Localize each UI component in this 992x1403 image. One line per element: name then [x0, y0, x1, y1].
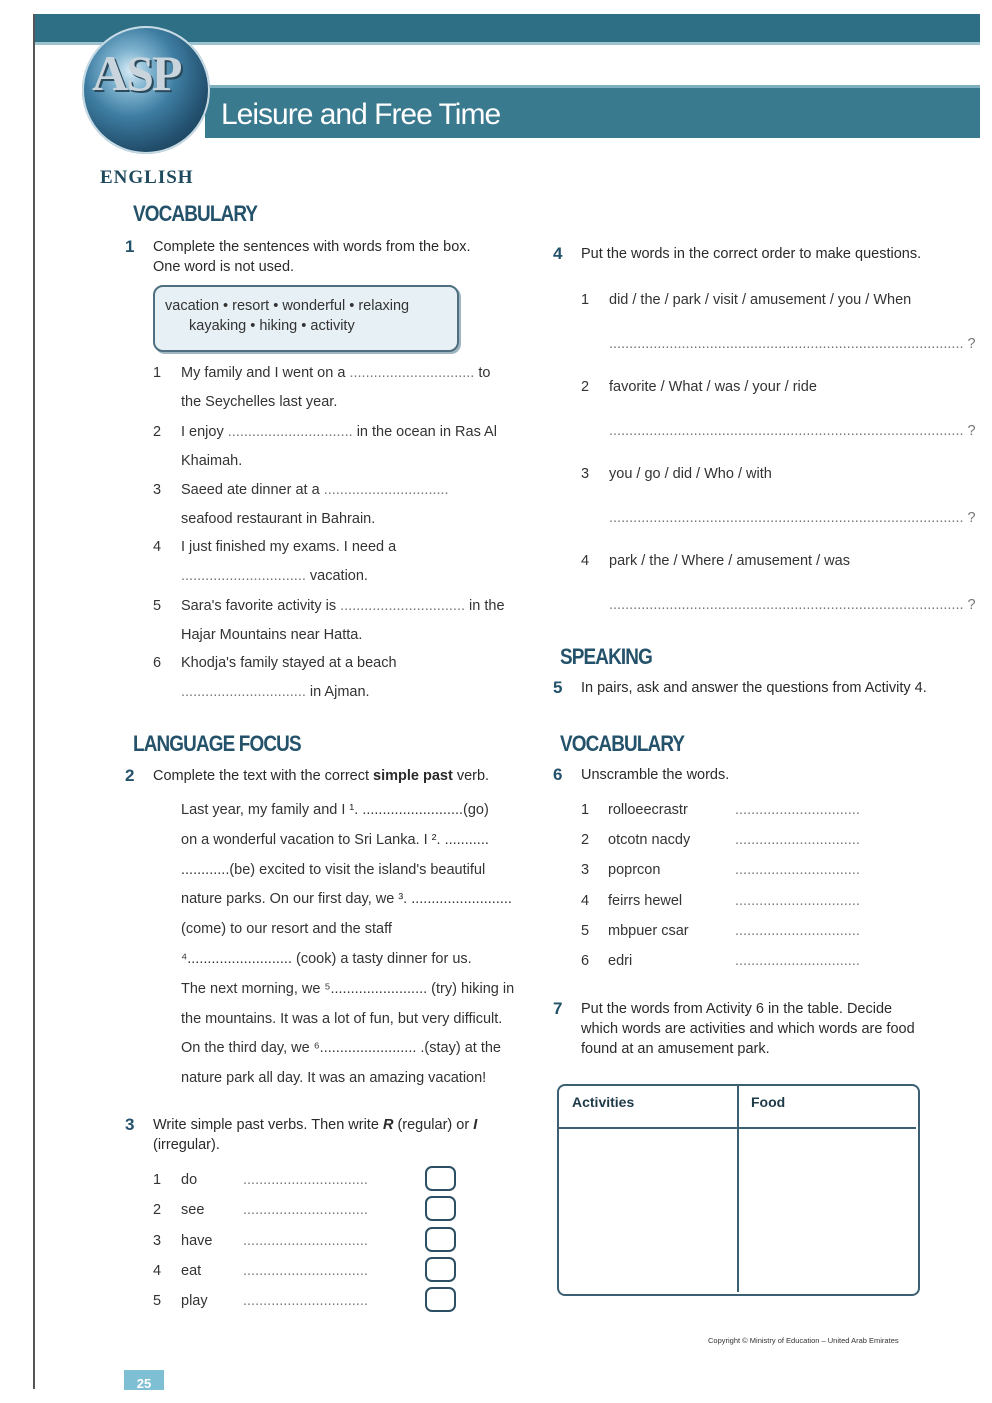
sentence-text: vacation.	[309, 568, 368, 584]
instruction-line: Complete the text with the correct simple past verb.	[153, 768, 490, 784]
answer-line[interactable]: ........................................................................................ ?	[609, 597, 976, 613]
subject-label: ENGLISH	[100, 167, 194, 188]
item-number: 4	[153, 1262, 162, 1279]
sentence-line	[181, 482, 521, 498]
sentence-text: My family and I went on a	[181, 365, 346, 381]
section-heading-language-focus: LANGUAGE FOCUS	[133, 731, 301, 756]
exercise-number: 4	[553, 244, 563, 263]
item-number: 2	[581, 379, 590, 395]
text-line: The next morning, we ⁵........................ (try) hiking in	[181, 980, 515, 997]
table-header-activities: Activities	[572, 1094, 635, 1110]
instruction-line: which words are activities and which words are food	[581, 1021, 915, 1037]
verb-word: see	[181, 1202, 205, 1219]
answer-line[interactable]: ........................................................................................ ?	[609, 423, 976, 439]
answer-gap[interactable]: ...............................	[243, 1232, 368, 1249]
item-number: 5	[581, 922, 590, 939]
scrambled-question: did / the / park / visit / amusement / you / When	[609, 292, 912, 308]
answer-line[interactable]: ........................................................................................ ?	[609, 510, 976, 526]
text-line: on a wonderful vacation to Sri Lanka. I ². ...........	[181, 831, 489, 848]
answer-line[interactable]: ........................................................................................ ?	[609, 336, 976, 352]
item-number: 6	[153, 655, 162, 671]
food-answer-cell[interactable]	[741, 1131, 914, 1290]
answer-gap[interactable]: ...............................	[349, 365, 475, 381]
item-number: 3	[581, 466, 590, 482]
sentence-line	[181, 598, 521, 614]
sentence-text: the Seychelles last year.	[181, 394, 338, 410]
scrambled-word: mbpuer csar	[608, 922, 689, 939]
asp-logo-text: ASP	[92, 45, 181, 101]
exercise-number: 7	[553, 999, 563, 1018]
scrambled-question: you / go / did / Who / with	[609, 466, 772, 482]
sentence-text: to	[478, 365, 491, 381]
scrambled-word: poprcon	[608, 862, 661, 879]
sentence-line	[181, 684, 370, 700]
exercise-number: 5	[553, 678, 563, 697]
instruction-line: Put the words from Activity 6 in the table. Decide	[581, 1001, 893, 1017]
sentence-line	[181, 424, 521, 440]
sentence-text: Khodja's family stayed at a beach	[181, 655, 397, 671]
sentence-line	[181, 655, 521, 671]
text-line: ............(be) excited to visit the island's beautiful	[181, 861, 486, 878]
item-number: 6	[581, 953, 590, 969]
sentence-text: in Ajman.	[309, 684, 370, 700]
instruction-line: Unscramble the words.	[581, 767, 730, 783]
item-number: 4	[153, 539, 162, 555]
item-number: 5	[153, 598, 162, 614]
r-or-i-box[interactable]	[425, 1257, 456, 1282]
text-line: (come) to our resort and the staff	[181, 921, 392, 938]
scrambled-question: favorite / What / was / your / ride	[609, 379, 817, 395]
answer-gap[interactable]: ...............................	[340, 598, 465, 614]
r-or-i-box[interactable]	[425, 1196, 456, 1221]
section-heading-vocabulary: VOCABULARY	[133, 201, 258, 226]
word-box-line: kayaking • hiking • activity	[189, 318, 355, 334]
copyright-text: Copyright © Ministry of Education – United Arab Emirates	[708, 1336, 899, 1345]
table-divider	[559, 1127, 916, 1129]
answer-gap[interactable]: ...............................	[735, 922, 860, 939]
verb-word: do	[181, 1172, 198, 1188]
sentence-line	[181, 568, 368, 584]
r-or-i-box[interactable]	[425, 1227, 456, 1252]
table-header-food: Food	[751, 1094, 786, 1110]
answer-gap[interactable]: ...............................	[243, 1202, 368, 1219]
text-line: nature park all day. It was an amazing vacation!	[181, 1070, 487, 1087]
answer-gap[interactable]: ...............................	[243, 1293, 368, 1310]
answer-gap[interactable]: ...............................	[243, 1262, 368, 1279]
table-divider	[737, 1086, 739, 1292]
section-heading-speaking: SPEAKING	[560, 644, 652, 669]
answer-gap[interactable]: ...............................	[735, 953, 860, 969]
text-line: Last year, my family and I ¹. .........................(go)	[181, 802, 489, 818]
answer-gap[interactable]: ...............................	[735, 892, 860, 909]
sentence-text: Hajar Mountains near Hatta.	[181, 627, 363, 643]
sentence-text: Saeed ate dinner at a	[181, 482, 320, 498]
text-line: On the third day, we ⁶........................ .(stay) at the	[181, 1040, 501, 1057]
exercise-number: 2	[125, 766, 135, 785]
item-number: 1	[581, 802, 590, 818]
sentence-text: I enjoy	[181, 424, 224, 440]
answer-gap[interactable]: ...............................	[735, 832, 860, 849]
instruction-line: Write simple past verbs. Then write R (regular) or I	[153, 1117, 478, 1133]
exercise-number: 1	[125, 237, 135, 256]
item-number: 1	[581, 292, 590, 308]
item-number: 4	[581, 553, 590, 569]
item-number: 1	[153, 1172, 162, 1188]
scrambled-word: feirrs hewel	[608, 892, 683, 909]
scrambled-word: edri	[608, 953, 633, 969]
answer-gap[interactable]: ...............................	[181, 568, 306, 584]
instruction-line: found at an amusement park.	[581, 1041, 770, 1057]
item-number: 2	[581, 832, 590, 849]
answer-gap[interactable]: ...............................	[243, 1172, 368, 1188]
answer-gap[interactable]: ...............................	[735, 862, 860, 879]
sentence-text: seafood restaurant in Bahrain.	[181, 511, 376, 527]
item-number: 3	[581, 862, 590, 879]
item-number: 3	[153, 1232, 162, 1249]
scrambled-word: rolloeecrastr	[608, 802, 688, 818]
sentence-line	[181, 539, 521, 555]
item-number: 5	[153, 1293, 162, 1310]
answer-gap[interactable]: ...............................	[227, 424, 353, 440]
section-heading-vocabulary-2: VOCABULARY	[560, 731, 685, 756]
verb-word: have	[181, 1232, 213, 1249]
verb-word: play	[181, 1293, 208, 1310]
sentence-line	[181, 365, 521, 381]
word-box-line: vacation • resort • wonderful • relaxing	[165, 298, 410, 314]
page-subtitle: Leisure and Free Time	[221, 98, 501, 131]
scrambled-word: otcotn nacdy	[608, 832, 691, 849]
exercise-number: 6	[553, 765, 563, 784]
r-or-i-box[interactable]	[425, 1287, 456, 1312]
answer-gap[interactable]: ...............................	[181, 684, 306, 700]
exercise-number: 3	[125, 1115, 135, 1134]
sentence-text: in the	[469, 598, 505, 614]
r-or-i-box[interactable]	[425, 1166, 456, 1191]
text-line: ⁴.......................... (cook) a tasty dinner for us.	[181, 951, 472, 967]
instruction-line: (irregular).	[153, 1137, 220, 1153]
item-number: 3	[153, 482, 162, 498]
instruction-line: In pairs, ask and answer the questions from Activity 4.	[581, 680, 927, 696]
sentence-text: Sara's favorite activity is	[181, 598, 337, 614]
scrambled-question: park / the / Where / amusement / was	[609, 553, 850, 569]
sentence-text: in the ocean in Ras Al	[356, 424, 497, 440]
item-number: 4	[581, 892, 590, 909]
verb-word: eat	[181, 1262, 202, 1279]
item-number: 1	[153, 365, 162, 381]
activities-answer-cell[interactable]	[561, 1131, 735, 1290]
page-edge-line	[33, 14, 35, 1389]
item-number: 2	[153, 1202, 162, 1219]
sentence-text: Khaimah.	[181, 453, 243, 469]
text-line: the mountains. It was a lot of fun, but very difficult.	[181, 1010, 503, 1027]
page-number: 25	[124, 1370, 164, 1390]
instruction-line: Complete the sentences with words from the box.	[153, 239, 471, 255]
instruction-line: Put the words in the correct order to make questions.	[581, 246, 922, 262]
page-title: Review	[221, 41, 374, 93]
instruction-line: One word is not used.	[153, 259, 295, 275]
item-number: 2	[153, 424, 162, 440]
answer-gap[interactable]: ...............................	[323, 482, 449, 498]
answer-gap[interactable]: ...............................	[735, 802, 860, 818]
text-line: nature parks. On our first day, we ³. .........................	[181, 891, 512, 908]
sentence-text: I just finished my exams. I need a	[181, 539, 397, 555]
